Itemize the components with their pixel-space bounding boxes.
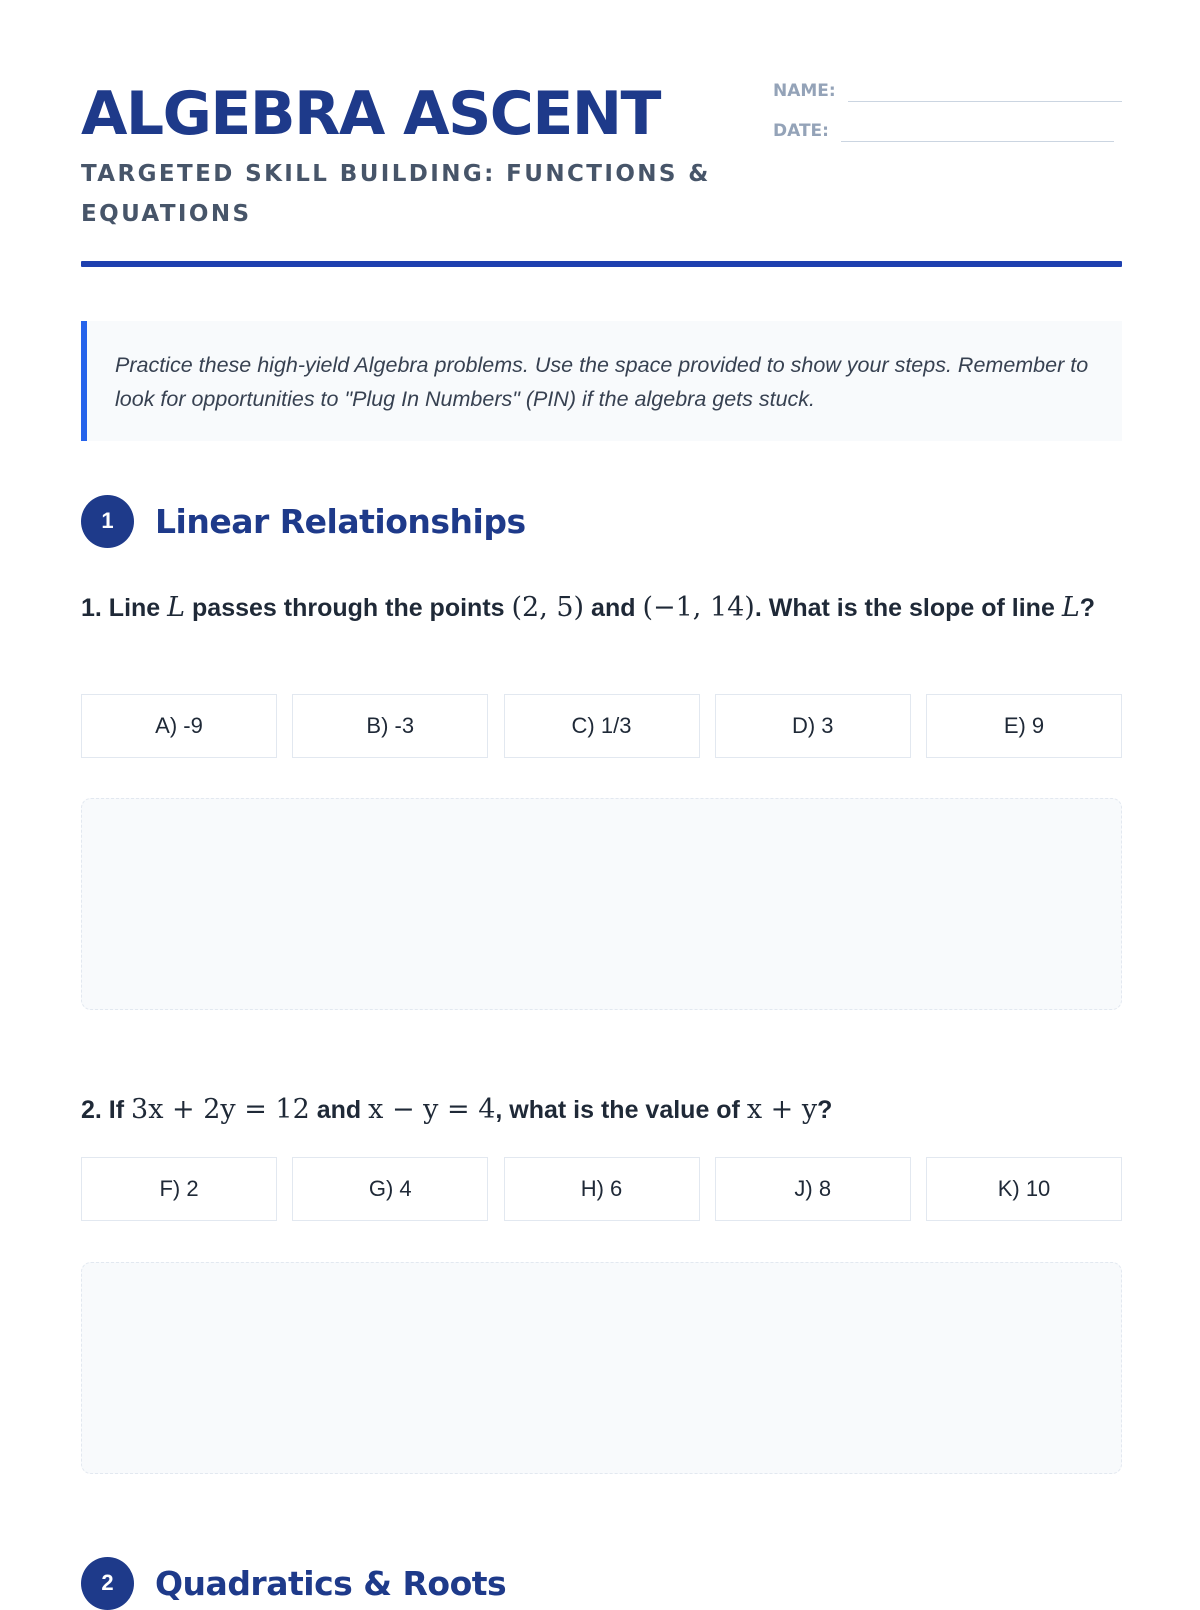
math-expression: x − y = 4 [368, 1094, 496, 1125]
header-divider [81, 261, 1122, 267]
worksheet-header [81, 0, 1122, 270]
answer-choice-h[interactable]: H) 6 [504, 1157, 700, 1221]
question-1-work-area[interactable] [81, 798, 1122, 1010]
section-heading-1 [81, 494, 526, 548]
answer-choice-j[interactable]: J) 8 [715, 1157, 911, 1221]
question-text-part: and [584, 594, 643, 622]
name-row [773, 80, 1122, 102]
answer-choice-b[interactable]: B) -3 [292, 694, 488, 758]
math-expression: 3x + 2y = 12 [131, 1094, 310, 1125]
section-title: Linear Relationships [155, 501, 526, 541]
math-expression: x + y [746, 1094, 818, 1125]
question-1-choices [81, 694, 1122, 758]
question-2-choices [81, 1157, 1122, 1221]
date-label: DATE: [773, 121, 829, 141]
worksheet-subtitle: TARGETED SKILL BUILDING: FUNCTIONS & EQUATIONS [81, 161, 711, 227]
question-2-text [81, 1090, 1122, 1130]
question-text-part: ? [817, 1096, 833, 1124]
section-number-badge: 1 [81, 495, 134, 548]
math-expression: (2, 5) [511, 592, 585, 623]
answer-choice-a[interactable]: A) -9 [81, 694, 277, 758]
instructions-callout: Practice these high-yield Algebra problems. Use the space provided to show your steps. Remember to look for opportunities to "Plug In Numbers" (PIN) if the algebra gets stuck. [81, 321, 1122, 441]
answer-choice-f[interactable]: F) 2 [81, 1157, 277, 1221]
answer-choice-e[interactable]: E) 9 [926, 694, 1122, 758]
name-label: NAME: [773, 81, 836, 101]
question-text-part: and [309, 1096, 369, 1124]
answer-choice-g[interactable]: G) 4 [292, 1157, 488, 1221]
worksheet-title: ALGEBRA ASCENT [81, 79, 660, 149]
section-number-badge: 2 [81, 1557, 134, 1610]
answer-choice-d[interactable]: D) 3 [715, 694, 911, 758]
math-variable: L [1061, 592, 1080, 623]
name-field[interactable] [848, 81, 1122, 102]
date-row [773, 120, 1114, 142]
section-title: Quadratics & Roots [155, 1563, 507, 1603]
question-1-text [81, 588, 1122, 628]
math-variable: L [167, 592, 186, 623]
question-text-part: . What is the slope of line [754, 594, 1062, 622]
question-text-part: 1. Line [81, 594, 168, 622]
worksheet-page [81, 0, 1122, 1603]
answer-choice-c[interactable]: C) 1/3 [504, 694, 700, 758]
date-field[interactable] [841, 121, 1114, 142]
question-text-part: , what is the value of [495, 1096, 747, 1124]
question-text-part: passes through the points [185, 594, 512, 622]
question-2-work-area[interactable] [81, 1262, 1122, 1474]
answer-choice-k[interactable]: K) 10 [926, 1157, 1122, 1221]
math-expression: (−1, 14) [642, 592, 755, 623]
section-heading-2 [81, 1556, 506, 1610]
question-text-part: ? [1079, 594, 1096, 622]
question-text-part: 2. If [81, 1096, 132, 1124]
